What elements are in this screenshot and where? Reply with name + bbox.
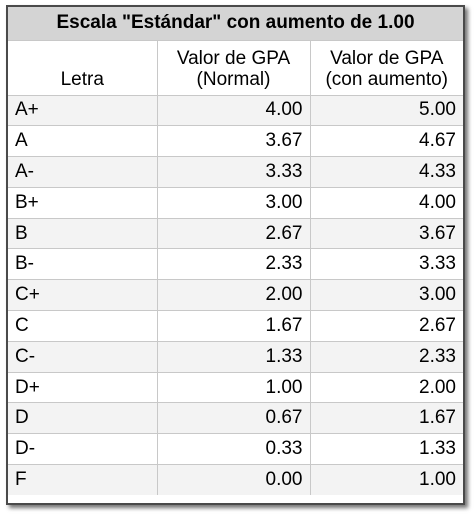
cell-gpa-boosted: 5.00: [310, 95, 463, 126]
cell-letter: B+: [8, 187, 157, 218]
table-row: [8, 157, 463, 188]
cell-gpa-normal: 3.67: [157, 126, 310, 157]
cell-gpa-normal: 1.67: [157, 311, 310, 342]
cell-letter: C+: [8, 280, 157, 311]
cell-letter: A-: [8, 157, 157, 188]
cell-gpa-boosted: 2.33: [310, 341, 463, 372]
table-header-row: [8, 40, 463, 95]
cell-gpa-boosted: 2.00: [310, 372, 463, 403]
cell-gpa-boosted: 3.33: [310, 249, 463, 280]
table-row: [8, 218, 463, 249]
gpa-scale-table: [8, 7, 463, 495]
cell-letter: B-: [8, 249, 157, 280]
table-title-row: [8, 7, 463, 40]
cell-gpa-normal: 0.67: [157, 403, 310, 434]
cell-gpa-boosted: 4.67: [310, 126, 463, 157]
gpa-scale-table-frame: [6, 5, 465, 505]
cell-letter: C: [8, 311, 157, 342]
cell-gpa-normal: 4.00: [157, 95, 310, 126]
cell-letter: D+: [8, 372, 157, 403]
cell-gpa-normal: 2.67: [157, 218, 310, 249]
table-row: [8, 341, 463, 372]
header-gpa-normal: Valor de GPA (Normal): [157, 40, 310, 95]
table-row: [8, 126, 463, 157]
header-letter: Letra: [8, 40, 157, 95]
cell-gpa-normal: 1.33: [157, 341, 310, 372]
cell-gpa-normal: 3.00: [157, 187, 310, 218]
cell-gpa-normal: 0.00: [157, 465, 310, 496]
cell-gpa-normal: 1.00: [157, 372, 310, 403]
table-row: [8, 249, 463, 280]
cell-gpa-boosted: 2.67: [310, 311, 463, 342]
cell-gpa-boosted: 1.67: [310, 403, 463, 434]
cell-letter: A+: [8, 95, 157, 126]
table-row: [8, 465, 463, 496]
table-title: Escala "Estándar" con aumento de 1.00: [8, 7, 463, 40]
cell-letter: D: [8, 403, 157, 434]
cell-gpa-normal: 2.00: [157, 280, 310, 311]
table-row: [8, 372, 463, 403]
cell-letter: D-: [8, 434, 157, 465]
table-row: [8, 187, 463, 218]
cell-letter: C-: [8, 341, 157, 372]
header-gpa-boosted: Valor de GPA (con aumento): [310, 40, 463, 95]
table-row: [8, 403, 463, 434]
cell-gpa-normal: 0.33: [157, 434, 310, 465]
cell-gpa-normal: 2.33: [157, 249, 310, 280]
cell-letter: B: [8, 218, 157, 249]
cell-gpa-boosted: 1.00: [310, 465, 463, 496]
cell-gpa-boosted: 3.67: [310, 218, 463, 249]
table-row: [8, 280, 463, 311]
cell-gpa-boosted: 1.33: [310, 434, 463, 465]
cell-letter: A: [8, 126, 157, 157]
cell-letter: F: [8, 465, 157, 496]
cell-gpa-boosted: 4.00: [310, 187, 463, 218]
table-row: [8, 434, 463, 465]
table-row: [8, 95, 463, 126]
cell-gpa-boosted: 3.00: [310, 280, 463, 311]
table-row: [8, 311, 463, 342]
cell-gpa-normal: 3.33: [157, 157, 310, 188]
cell-gpa-boosted: 4.33: [310, 157, 463, 188]
